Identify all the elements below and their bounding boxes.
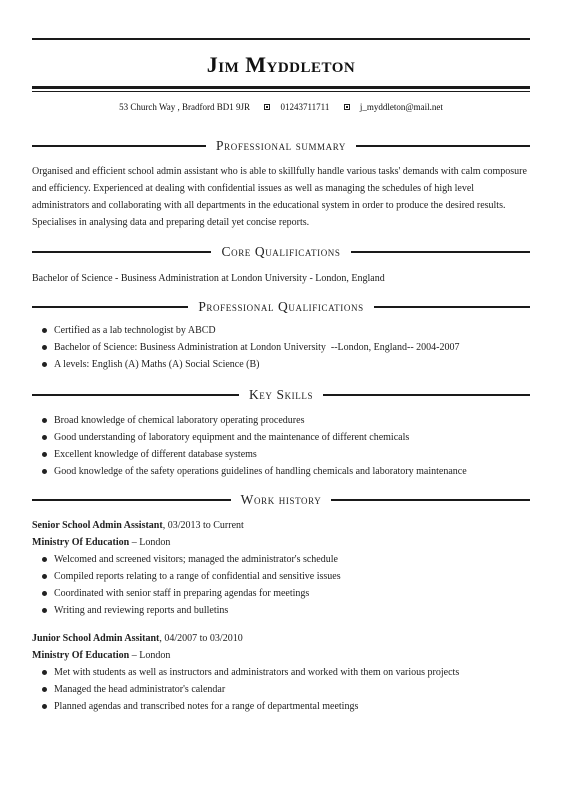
section-title: Professional summary (216, 138, 346, 153)
list-item: Good understanding of laboratory equipment and the maintenance of different chemicals (32, 429, 530, 446)
list-item: Planned agendas and transcribed notes for a range of departmental meetings (32, 698, 530, 715)
email-icon (344, 104, 350, 110)
list-item: Writing and reviewing reports and bulletins (32, 602, 530, 619)
heading-rule-right (331, 499, 530, 501)
work-history-heading (32, 492, 530, 508)
job-location: – London (129, 650, 171, 661)
job-title-line (32, 517, 530, 534)
list-item: Met with students as well as instructors and administrators and worked with them on various projects (32, 664, 530, 681)
section-title: Professional Qualifications (198, 299, 364, 314)
list-item: Bachelor of Science: Business Administration at London University --London, England-- 2004-2007 (32, 339, 530, 356)
list-item: Coordinated with senior staff in preparing agendas for meetings (32, 585, 530, 602)
heading-rule-left (32, 145, 206, 147)
email-link[interactable]: j_myddleton@mail.net (359, 102, 443, 112)
job-role: Senior School Admin Assistant (32, 520, 163, 531)
heading-rule-right (356, 145, 530, 147)
list-item: Broad knowledge of chemical laboratory operating procedures (32, 412, 530, 429)
contact-line (32, 102, 530, 112)
core-qualifications-text: Bachelor of Science - Business Administration at London University - London, England (32, 273, 385, 284)
job-role: Junior School Admin Assitant (32, 633, 160, 644)
heading-rule-left (32, 306, 188, 308)
key-skills-list (32, 412, 530, 480)
core-qualifications-heading (32, 244, 530, 260)
heading-rule-right (323, 394, 530, 396)
address-text: 53 Church Way , Bradford BD1 9JR (119, 102, 250, 112)
list-item: Good knowledge of the safety operations guidelines of handling chemicals and laboratory maintenance (32, 463, 530, 480)
job-duties-list (32, 664, 530, 715)
phone-text: 01243711711 (280, 102, 330, 112)
job-dates: , 04/2007 to 03/2010 (159, 633, 243, 644)
list-item: Compiled reports relating to a range of confidential and sensitive issues (32, 568, 530, 585)
job-employer-line (32, 534, 530, 551)
job-dates: , 03/2013 to Current (162, 520, 244, 531)
job-duties-list (32, 551, 530, 619)
job-employer: Ministry Of Education (32, 537, 130, 548)
list-item: Certified as a lab technologist by ABCD (32, 322, 530, 339)
heading-rule-left (32, 499, 231, 501)
summary-heading (32, 138, 530, 154)
list-item: A levels: English (A) Maths (A) Social Science (B) (32, 356, 530, 373)
name-rule-thick (32, 86, 530, 89)
name-rule-thin (32, 91, 530, 92)
phone-icon (264, 104, 270, 110)
heading-rule-right (374, 306, 530, 308)
job-location: – London (129, 537, 171, 548)
summary-text: Organised and efficient school admin assistant who is able to skillfully handle various tasks' demands with calm composure and efficiency. Experienced at dealing with confidential issues as well as managing the schedules of high level administrators and collaborating with all departments in the educational system in order to produce the desired results. Specialises in analysing data and preparing detail yet concise reports. (32, 166, 527, 228)
top-rule (32, 38, 530, 40)
candidate-name: Jim Myddleton (206, 52, 356, 77)
section-title: Key Skills (248, 387, 314, 402)
list-item: Excellent knowledge of different database systems (32, 446, 530, 463)
heading-rule-right (351, 251, 530, 253)
professional-qualifications-list (32, 322, 530, 373)
professional-qualifications-heading (32, 299, 530, 315)
job-employer-line (32, 647, 530, 664)
key-skills-heading (32, 387, 530, 403)
heading-rule-left (32, 394, 239, 396)
job-employer: Ministry Of Education (32, 650, 130, 661)
list-item: Managed the head administrator's calendar (32, 681, 530, 698)
heading-rule-left (32, 251, 211, 253)
job-title-line (32, 630, 530, 647)
section-title: Core Qualifications (221, 244, 341, 259)
list-item: Welcomed and screened visitors; managed the administrator's schedule (32, 551, 530, 568)
section-title: Work history (240, 492, 322, 507)
